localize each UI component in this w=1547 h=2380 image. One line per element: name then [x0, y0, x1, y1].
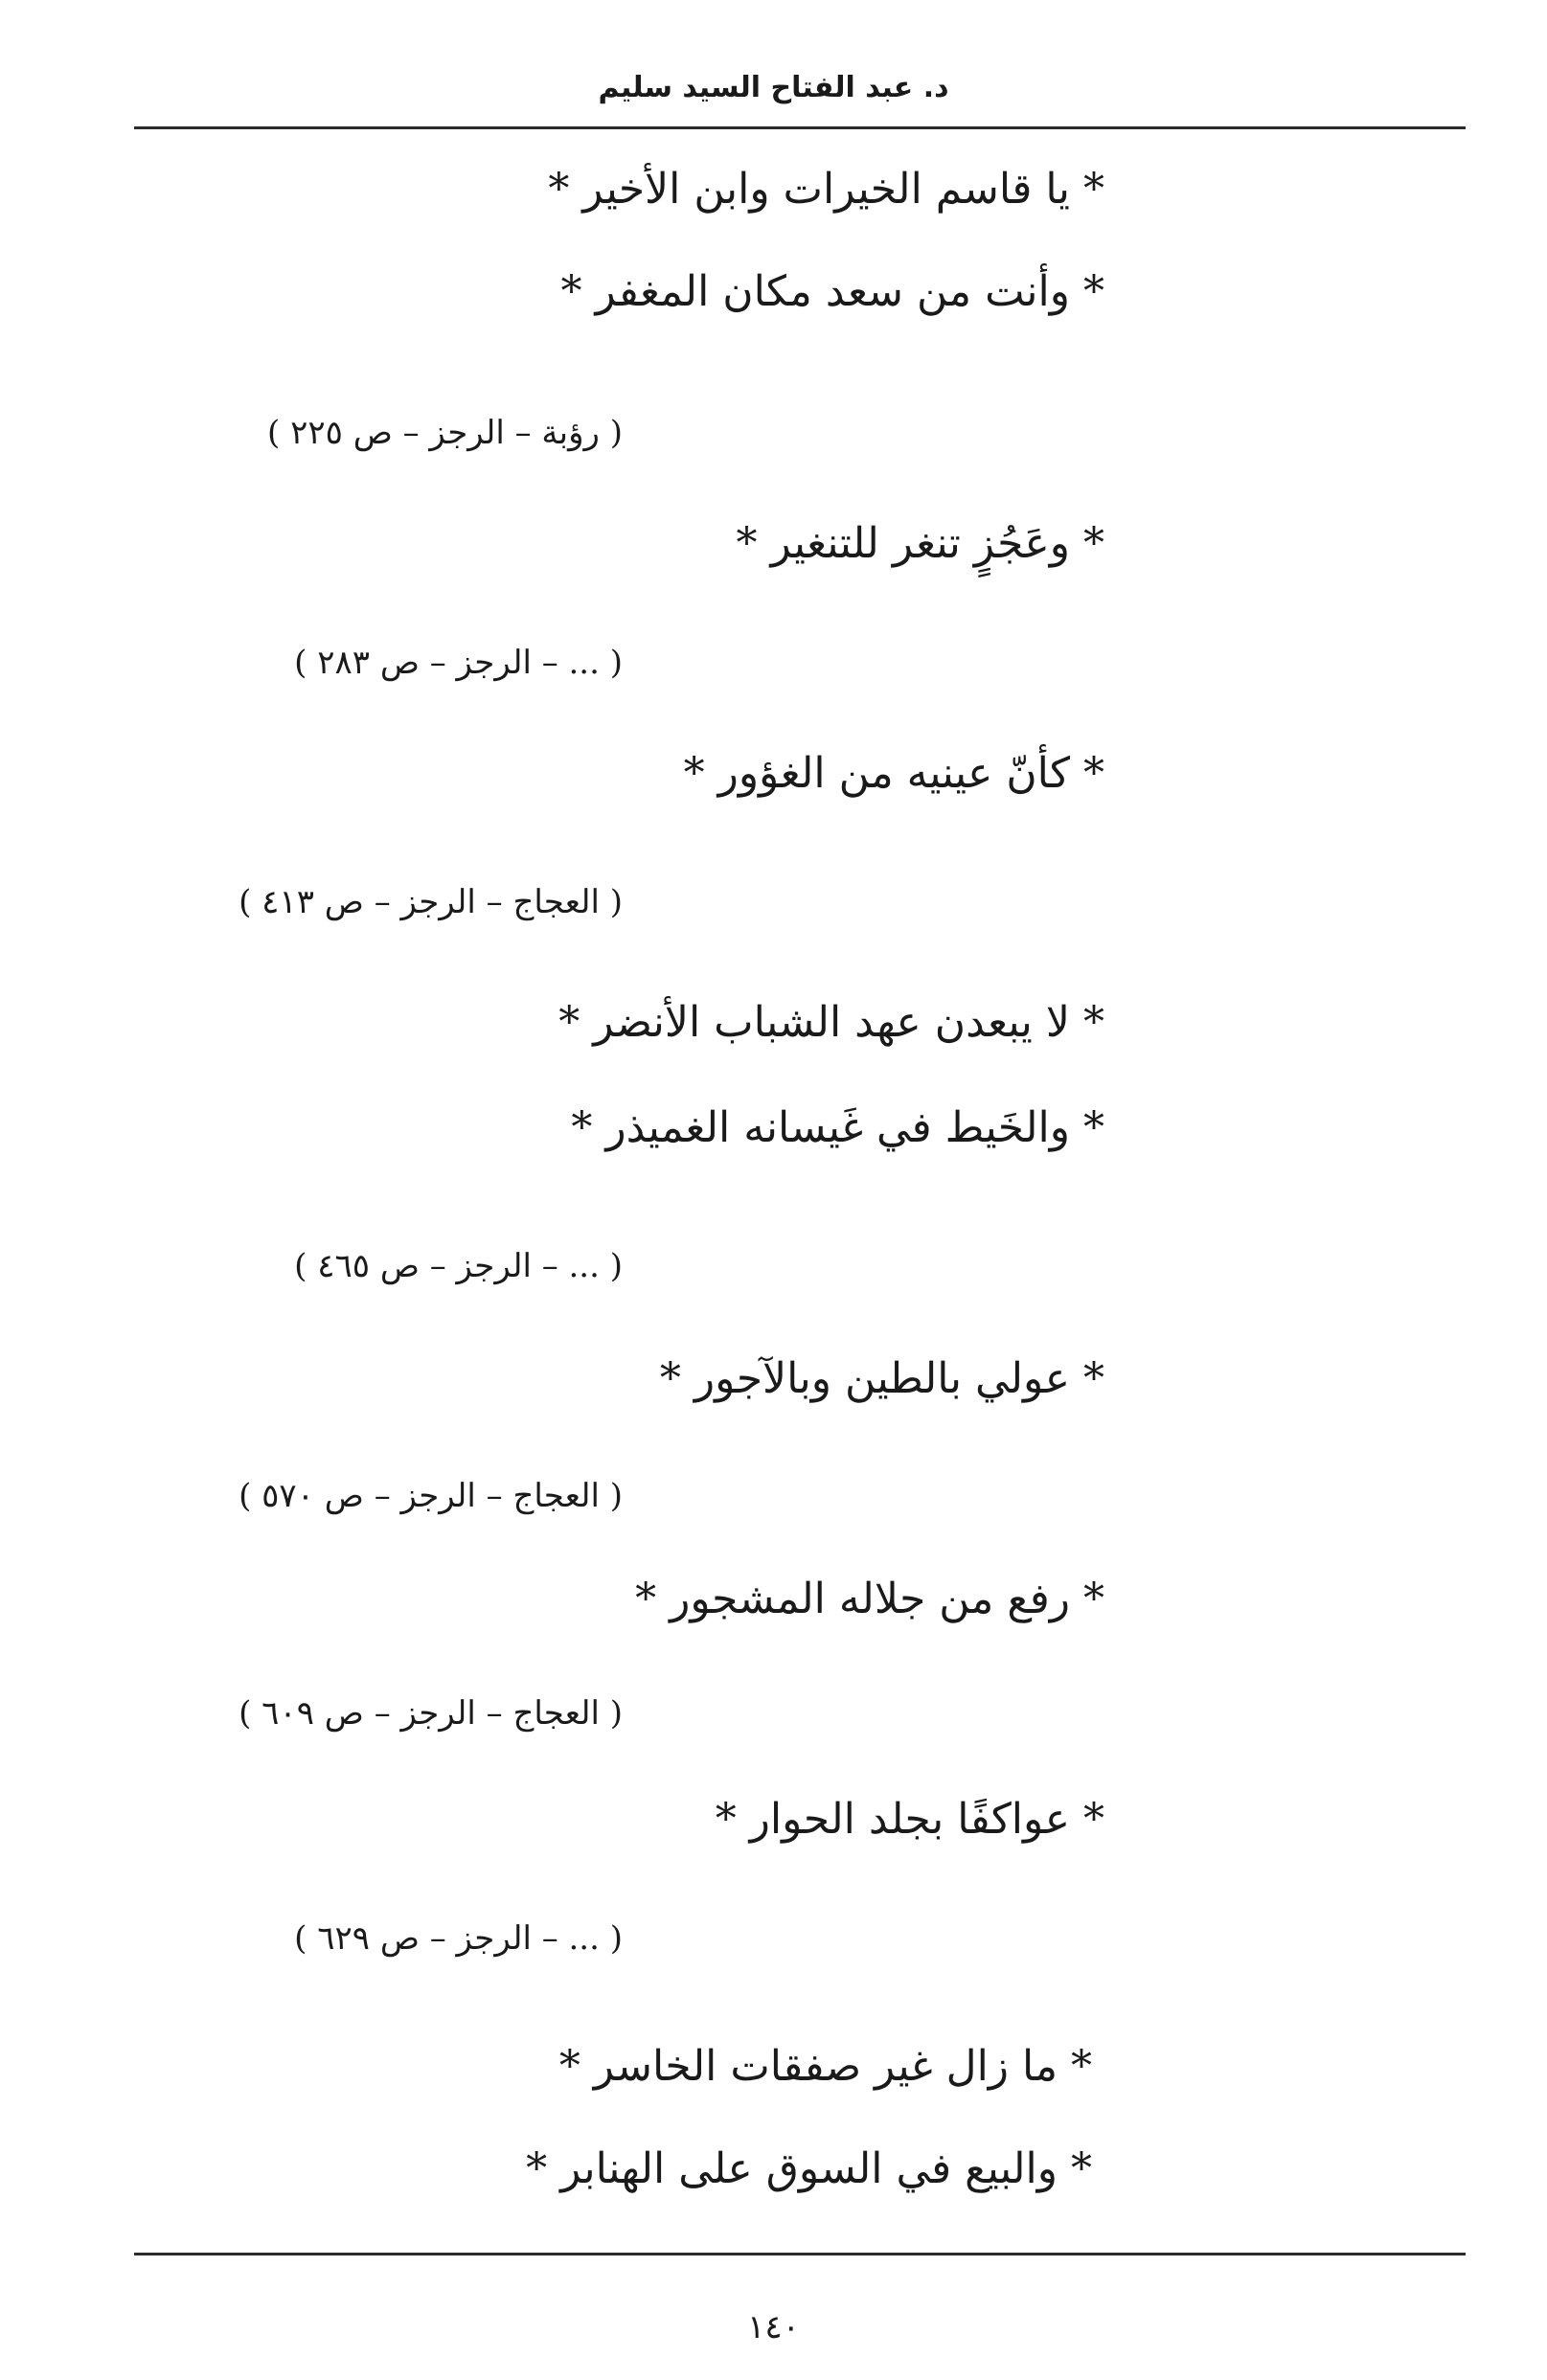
- verse-line: * والخَيط في غَيسانه الغميذر *: [571, 1103, 1104, 1152]
- citation-line: ( ... – الرجز – ص ٦٢٩ ): [294, 1919, 623, 1958]
- citation-line: ( العجاج – الرجز – ص ٦٠٩ ): [239, 1694, 623, 1733]
- verse-line: * عولي بالطين وبالآجور *: [659, 1354, 1104, 1403]
- verse-line: * رفع من جلاله المشجور *: [635, 1575, 1104, 1623]
- citation-line: ( رؤبة – الرجز – ص ٢٢٥ ): [267, 414, 623, 452]
- header-divider: [134, 126, 1466, 129]
- verse-line: * ما زال غير صفقات الخاسر *: [558, 2042, 1092, 2091]
- verse-line: * والبيع في السوق على الهنابر *: [526, 2144, 1092, 2193]
- running-header-author: د. عبد الفتاح السيد سليم: [598, 71, 949, 104]
- citation-line: ( العجاج – الرجز – ص ٤١٣ ): [239, 883, 623, 921]
- citation-line: ( ... – الرجز – ص ٤٦٥ ): [294, 1247, 623, 1285]
- verse-line: * يا قاسم الخيرات وابن الأخير *: [548, 165, 1104, 214]
- verse-line: * عواكفًا بجلد الحوار *: [715, 1795, 1104, 1844]
- verse-line: * وأنت من سعد مكان المغفر *: [560, 267, 1104, 316]
- verse-line: * كأنّ عينيه من الغؤور *: [683, 749, 1104, 798]
- citation-line: ( العجاج – الرجز – ص ٥٧٠ ): [239, 1477, 623, 1515]
- footer-divider: [134, 2253, 1466, 2255]
- citation-line: ( ... – الرجز – ص ٢٨٣ ): [294, 644, 623, 682]
- page-number: ١٤٠: [747, 2308, 800, 2346]
- verse-line: * لا يبعدن عهد الشباب الأنضر *: [558, 998, 1104, 1047]
- verse-line: * وعَجُزٍ تنغر للتنغير *: [736, 519, 1104, 568]
